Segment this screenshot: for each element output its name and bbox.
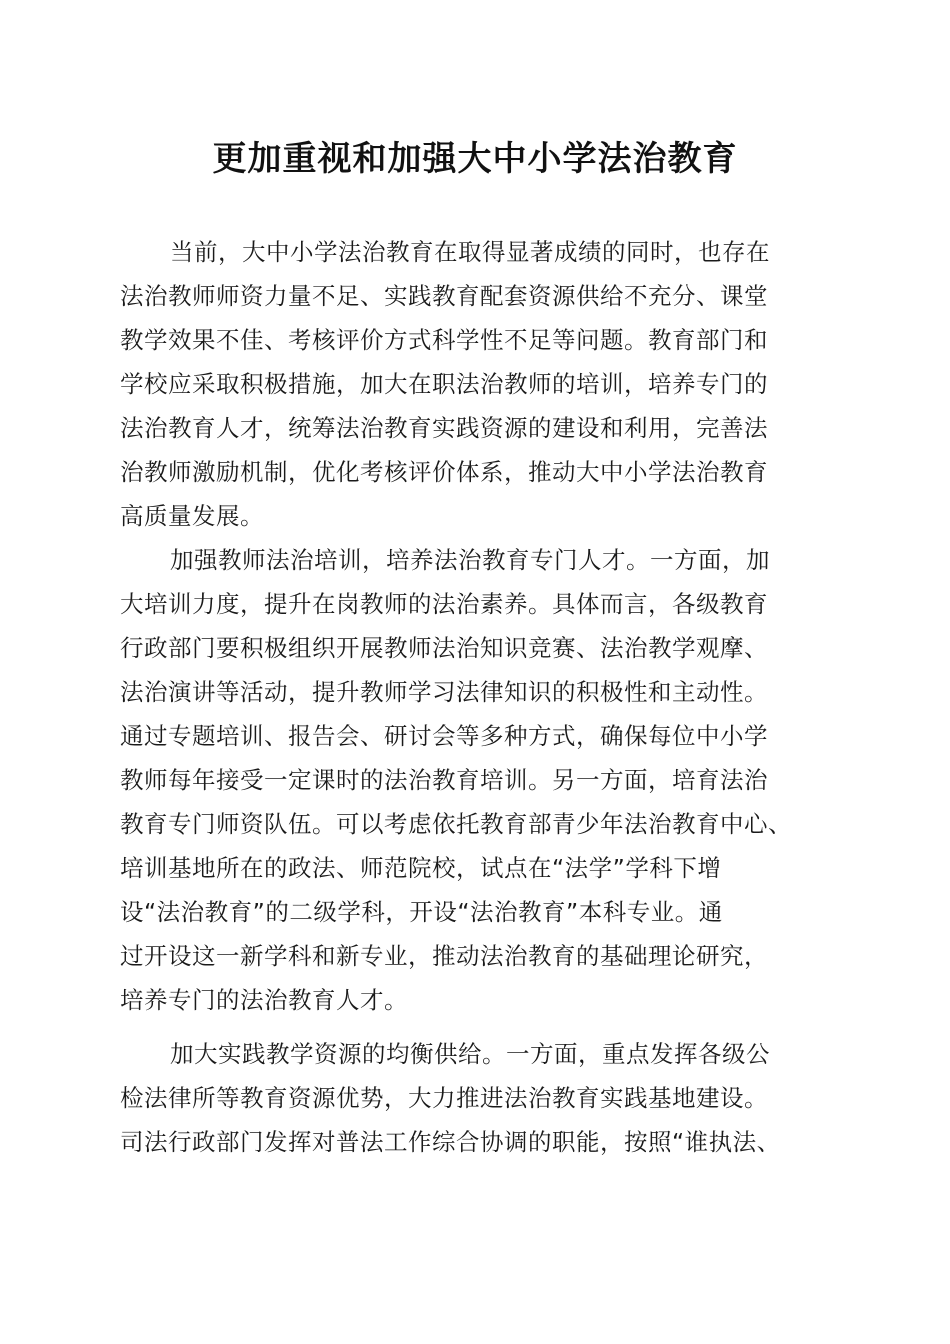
text-line: 高质量发展。 (120, 502, 264, 530)
text-line: 加强教师法治培训，培养法治教育专门人才。一方面，加 (170, 546, 770, 574)
text-line: 当前，大中小学法治教育在取得显著成绩的同时，也存在 (170, 238, 770, 266)
text-line: 设“法治教育”的二级学科，开设“法治教育”本科专业。通 (120, 898, 723, 926)
text-line: 行政部门要积极组织开展教师法治知识竞赛、法治教学观摩、 (120, 634, 768, 662)
text-line: 教育专门师资队伍。可以考虑依托教育部青少年法治教育中心、 (120, 810, 792, 838)
text-line: 教学效果不佳、考核评价方式科学性不足等问题。教育部门和 (120, 326, 768, 354)
text-line: 学校应采取积极措施，加大在职法治教师的培训，培养专门的 (120, 370, 768, 398)
text-line: 培训基地所在的政法、师范院校，试点在“法学”学科下增 (120, 854, 722, 882)
text-line: 加大实践教学资源的均衡供给。一方面，重点发挥各级公 (170, 1040, 770, 1068)
text-line: 法治演讲等活动，提升教师学习法律知识的积极性和主动性。 (120, 678, 768, 706)
text-line: 过开设这一新学科和新专业，推动法治教育的基础理论研究， (120, 942, 768, 970)
text-line: 通过专题培训、报告会、研讨会等多种方式，确保每位中小学 (120, 722, 768, 750)
text-line: 法治教师师资力量不足、实践教育配套资源供给不充分、课堂 (120, 282, 768, 310)
text-line: 教师每年接受一定课时的法治教育培训。另一方面，培育法治 (120, 766, 768, 794)
text-line: 大培训力度，提升在岗教师的法治素养。具体而言，各级教育 (120, 590, 768, 618)
text-line: 法治教育人才，统筹法治教育实践资源的建设和利用，完善法 (120, 414, 768, 442)
text-line: 检法律所等教育资源优势，大力推进法治教育实践基地建设。 (120, 1084, 768, 1112)
text-line: 培养专门的法治教育人才。 (120, 986, 408, 1014)
document-title: 更加重视和加强大中小学法治教育 (212, 139, 738, 179)
text-line: 治教师激励机制，优化考核评价体系，推动大中小学法治教育 (120, 458, 768, 486)
text-line: 司法行政部门发挥对普法工作综合协调的职能，按照“谁执法、 (120, 1128, 781, 1156)
